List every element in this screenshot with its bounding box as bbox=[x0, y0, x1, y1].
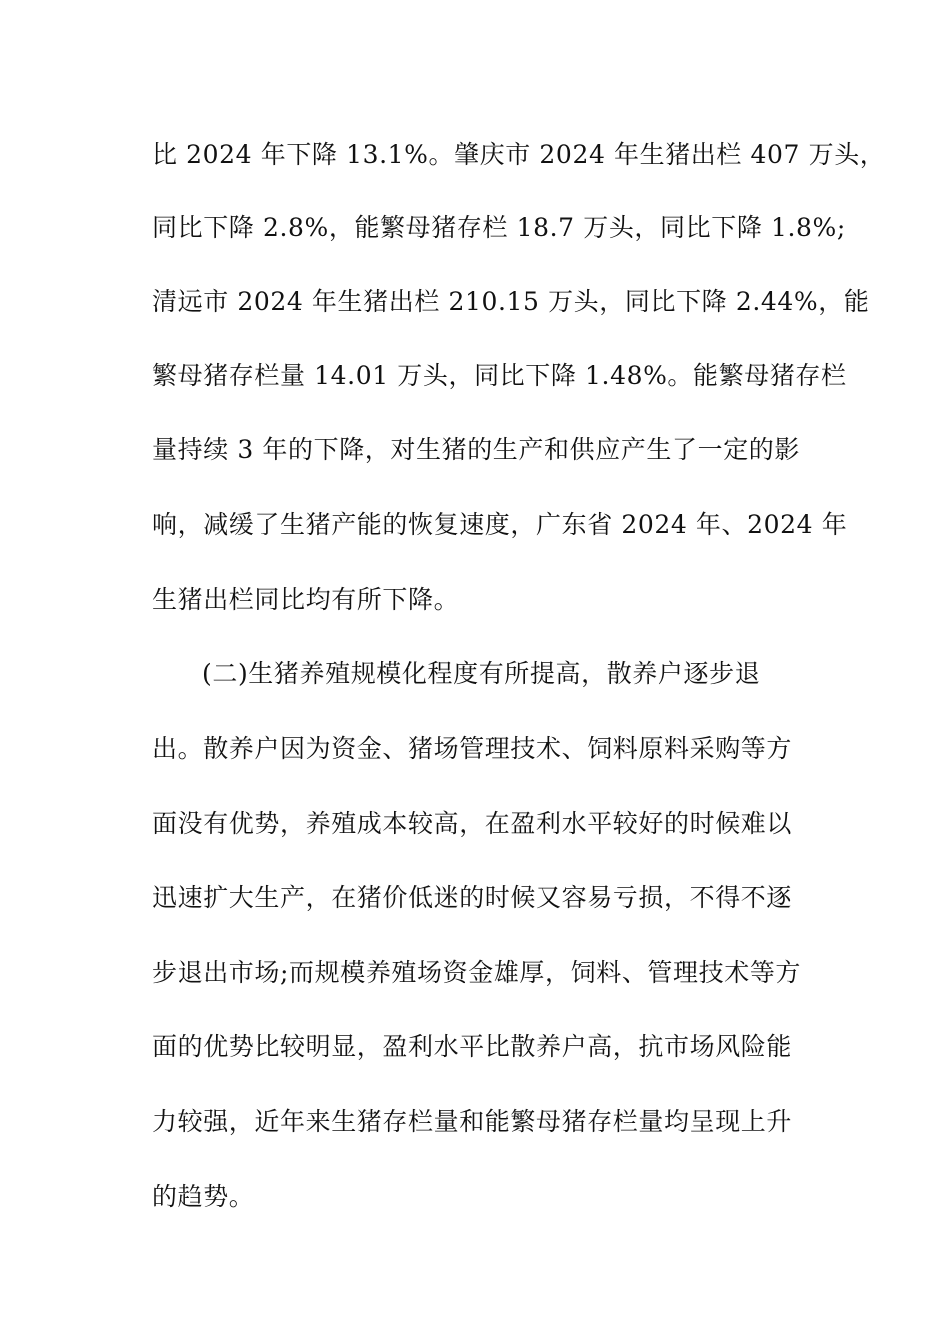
text-line: 生猪出栏同比均有所下降。 bbox=[152, 585, 460, 614]
text-line: 出。散养户因为资金、猪场管理技术、饲料原料采购等方 bbox=[152, 734, 793, 763]
text-line: 比 2024 年下降 13.1%。肇庆市 2024 年生猪出栏 407 万头， bbox=[152, 140, 886, 169]
text-line: 繁母猪存栏量 14.01 万头，同比下降 1.48%。能繁母猪存栏 bbox=[152, 361, 847, 390]
section-heading-line: (二)生猪养殖规模化程度有所提高，散养户逐步退 bbox=[202, 659, 761, 688]
text-line: 的趋势。 bbox=[152, 1182, 255, 1211]
text-line: 步退出市场;而规模养殖场资金雄厚，饲料、管理技术等方 bbox=[152, 958, 802, 987]
text-line: 面的优势比较明显，盈利水平比散养户高，抗市场风险能 bbox=[152, 1032, 793, 1061]
text-line: 力较强，近年来生猪存栏量和能繁母猪存栏量均呈现上升 bbox=[152, 1107, 793, 1136]
text-line: 同比下降 2.8%，能繁母猪存栏 18.7 万头，同比下降 1.8%; bbox=[152, 213, 846, 242]
text-line: 量持续 3 年的下降，对生猪的生产和供应产生了一定的影 bbox=[152, 435, 801, 464]
text-line: 面没有优势，养殖成本较高，在盈利水平较好的时候难以 bbox=[152, 809, 793, 838]
text-line: 响，减缓了生猪产能的恢复速度，广东省 2024 年、2024 年 bbox=[152, 510, 848, 539]
text-line: 迅速扩大生产，在猪价低迷的时候又容易亏损，不得不逐 bbox=[152, 883, 793, 912]
text-line: 清远市 2024 年生猪出栏 210.15 万头，同比下降 2.44%，能 bbox=[152, 287, 870, 316]
